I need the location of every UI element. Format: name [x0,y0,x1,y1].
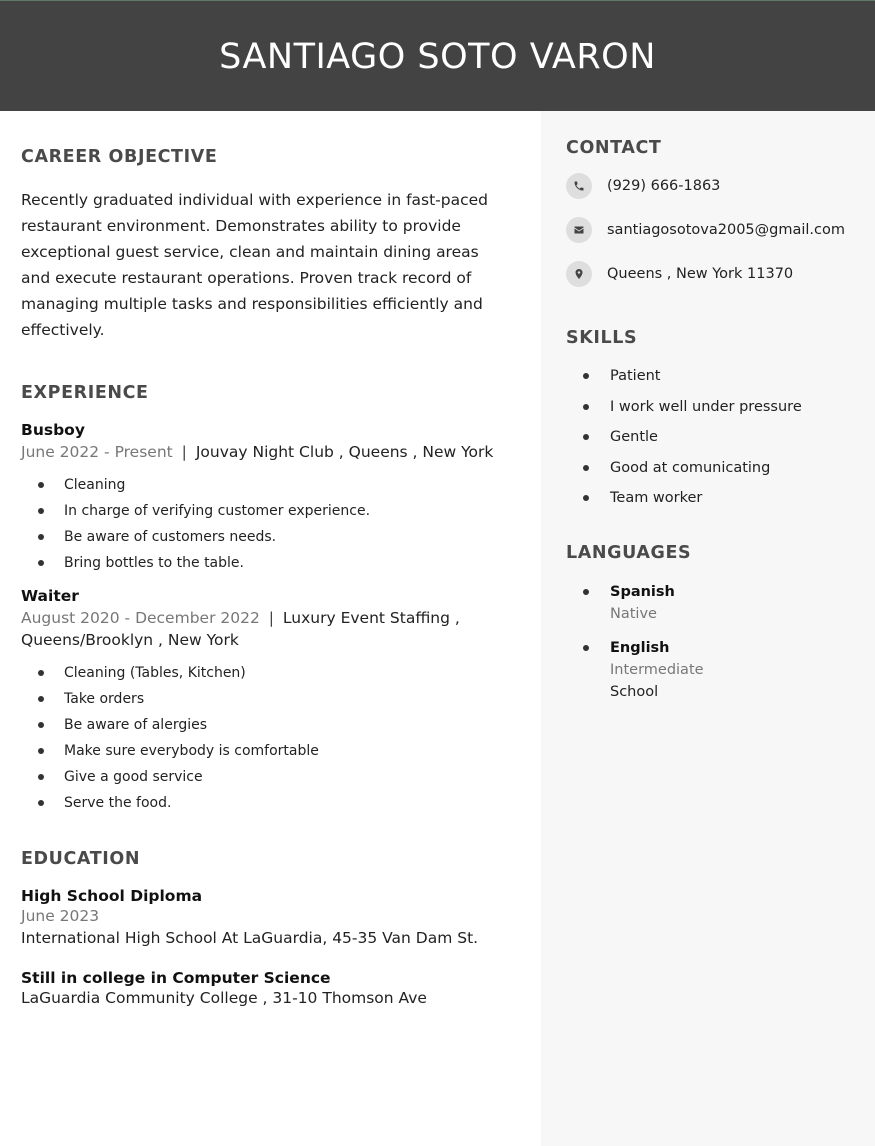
language-name: Spanish [610,583,675,600]
job-separator: | [181,443,187,461]
sidebar [541,111,875,1146]
list-item: Be aware of customers needs. [21,527,521,553]
list-item: In charge of verifying customer experience. [21,501,521,527]
education-entry [21,969,521,1009]
job-dates: August 2020 - December 2022 [21,609,260,627]
job-meta [21,441,521,463]
list-item: Cleaning (Tables, Kitchen) [21,663,521,689]
skill-item: Good at comunicating [566,458,875,489]
education-degree: High School Diploma [21,887,203,905]
education-degree: Still in college in Computer Science [21,969,331,987]
job-employer: Luxury Event Staffing , [282,609,460,627]
job-separator: | [268,609,274,627]
education-date: June 2023 [21,907,100,925]
contact-email-row [566,208,875,252]
main-column [21,111,521,1009]
language-level: Native [610,605,657,622]
skill-item: Gentle [566,427,875,458]
contact-location: Queens , New York 11370 [607,266,794,282]
skills-list [566,366,875,519]
job-duties-list [21,663,521,819]
list-item: Bring bottles to the table. [21,553,521,579]
job-entry [21,587,521,819]
skills-section [566,328,875,519]
language-level: Intermediate [610,661,704,678]
career-objective-section [21,147,521,343]
list-item: Cleaning [21,475,521,501]
education-section [21,849,521,1009]
phone-icon [566,173,592,199]
section-title-experience: EXPERIENCE [21,383,149,403]
job-title: Busboy [21,421,85,439]
education-school: International High School At LaGuardia, 45-35 Van Dam St. [21,929,479,947]
contact-email: santiagosotova2005@gmail.com [607,222,846,238]
education-entry [21,887,521,949]
section-title-education: EDUCATION [21,849,141,869]
job-meta [21,607,521,651]
job-title: Waiter [21,587,79,605]
skill-item: Team worker [566,488,875,519]
job-employer: Jouvay Night Club , Queens , New York [195,443,494,461]
list-item: Serve the food. [21,793,521,819]
career-objective-text: Recently graduated individual with experience in fast-paced restaurant environment. Demonstrates ability to provide exceptional guest service, clean and maintain dining areas and execute restaurant operations. Proven track record of managing multiple tasks and responsibilities efficiently and effectively. [21,191,489,339]
email-icon [566,217,592,243]
contact-location-row [566,252,875,296]
section-title-skills: SKILLS [566,328,638,348]
contact-phone: (929) 666-1863 [607,178,721,194]
job-duties-list [21,475,521,579]
language-note: School [610,683,659,700]
experience-section [21,383,521,819]
language-name: English [610,639,670,656]
section-title-languages: LANGUAGES [566,542,692,563]
resume-header [0,0,875,111]
section-title-contact: CONTACT [566,138,662,158]
list-item: Give a good service [21,767,521,793]
skill-item: Patient [566,366,875,397]
contact-phone-row [566,164,875,208]
section-title-career-objective: CAREER OBJECTIVE [21,147,218,167]
job-employer-location: Queens/Brooklyn , New York [21,631,239,649]
language-item [566,581,875,625]
job-entry [21,421,521,579]
candidate-name: SANTIAGO SOTO VARON [219,36,656,77]
contact-section [566,138,875,296]
language-item [566,637,875,703]
list-item: Make sure everybody is comfortable [21,741,521,767]
list-item: Take orders [21,689,521,715]
job-dates: June 2022 - Present [21,443,173,461]
languages-section [566,543,875,703]
list-item: Be aware of alergies [21,715,521,741]
education-school: LaGuardia Community College , 31-10 Thomson Ave [21,989,427,1007]
skill-item: I work well under pressure [566,397,875,428]
location-pin-icon [566,261,592,287]
